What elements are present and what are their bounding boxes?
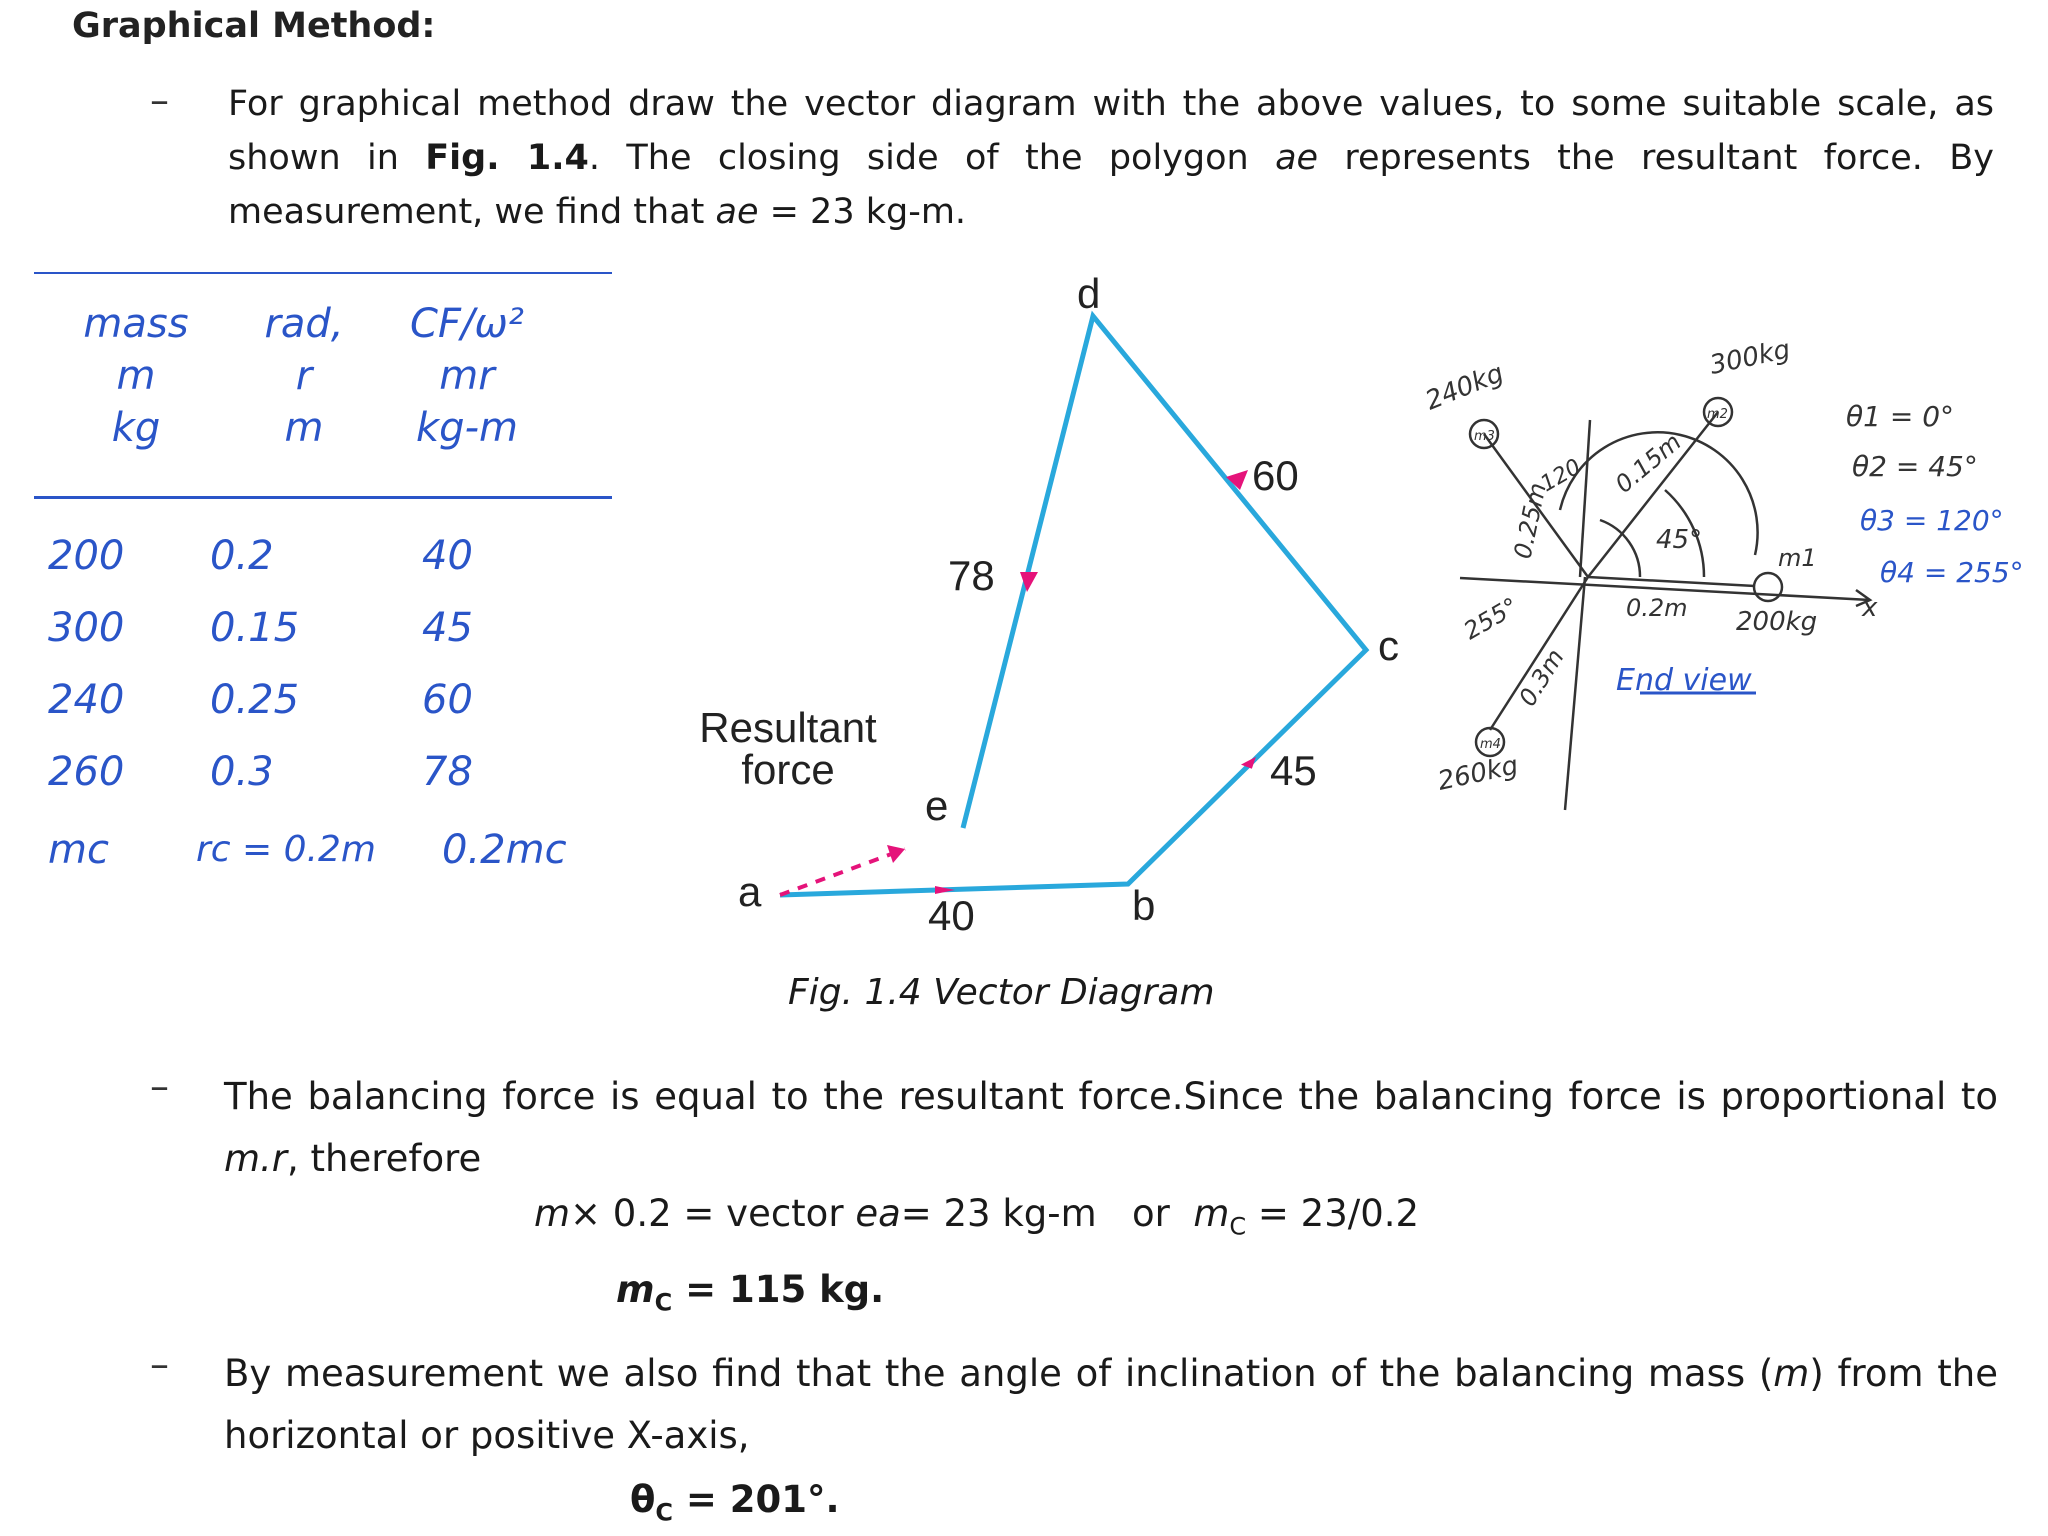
theta-4: θ4 = 255° [1880, 556, 2024, 589]
tag-m3: m3 [1474, 429, 1495, 444]
angle-label-45: 45° [1656, 525, 1703, 555]
magnitude-78: 78 [948, 552, 995, 599]
table-cell: 40 [422, 533, 473, 579]
tag-m1: m1 [1778, 544, 1817, 572]
paragraph-balancing-force: The balancing force is equal to the resultant force.Since the balancing force is proportional to m.r, therefore [224, 1075, 1998, 1180]
radius-label-015: 0.15m [1609, 427, 1687, 499]
bullet-dash: – [150, 1064, 169, 1108]
figure-caption: Fig. 1.4 Vector Diagram [788, 972, 1215, 1013]
paragraph-angle: By measurement we also find that the angle of inclination of the balancing mass (m) from the horizontal or positive X-axis, [224, 1352, 1998, 1457]
point-e-label: e [925, 782, 949, 829]
table-cell: 45 [422, 605, 473, 651]
table-cell: 260 [48, 749, 125, 795]
magnitude-60: 60 [1252, 452, 1299, 499]
table-cell: 0.25 [210, 677, 300, 723]
arrow-cd [1226, 470, 1248, 490]
point-a-label: a [738, 868, 762, 915]
table-header-mr: CF/ω² mr kg-m [410, 301, 524, 451]
resultant-line [780, 849, 905, 895]
table-cell: 0.3 [210, 749, 274, 795]
mass-200kg: 200kg [1736, 607, 1818, 637]
tag-m4: m4 [1480, 737, 1501, 752]
table-cell: 0.2mc [442, 827, 567, 873]
paragraph-graphical-method: For graphical method draw the vector diagram with the above values, to some suitable scale, as shown in Fig. 1.4. The closing side of the polygon ae represents the resultant force. By measurement, we find that ae = 23 kg-m. [228, 84, 1994, 232]
bullet-dash: – [150, 1342, 169, 1386]
table-header-mass: mass m kg [83, 301, 189, 451]
radius-m1 [1588, 577, 1755, 586]
section-heading: Graphical Method: [72, 6, 436, 46]
resultant-label-line1: Resultant [699, 704, 877, 751]
radius-label-03: 0.3m [1513, 644, 1570, 712]
table-cell: 0.2 [210, 533, 274, 579]
table-cell: 200 [48, 533, 125, 579]
resultant-label-line2: force [741, 746, 835, 793]
radius-label-02: 0.2m [1626, 594, 1688, 622]
mass-circle-m1 [1754, 573, 1782, 601]
table-cell: 300 [48, 605, 125, 651]
end-view-title: End view [1616, 663, 1752, 698]
radius-label-025: 0.25m [1508, 480, 1552, 562]
point-d-label: d [1077, 270, 1101, 317]
bullet-dash: – [150, 78, 169, 122]
tag-m2: m2 [1707, 407, 1728, 422]
equation-mass: m× 0.2 = vector ea= 23 kg-m or $m_C = 23/0.2$ [534, 1192, 1420, 1241]
theta-2: θ2 = 45° [1852, 450, 1978, 483]
theta-3: θ3 = 120° [1860, 504, 2004, 537]
mass-240kg: 240kg [1421, 358, 1508, 417]
table-cell: 240 [48, 677, 125, 723]
point-c-label: c [1378, 622, 1399, 669]
table-cell: mc [48, 827, 109, 873]
equation-result-mc: $m_C = 115$ kg. [616, 1268, 885, 1317]
table-cell: 78 [422, 749, 473, 795]
table-header-radius: rad, r m [264, 301, 344, 451]
polygon-sides [780, 316, 1366, 895]
x-axis-label: x [1862, 593, 1878, 623]
mass-260kg: 260kg [1435, 750, 1521, 797]
magnitude-45: 45 [1270, 747, 1317, 794]
table-cell: 60 [422, 677, 473, 723]
magnitude-40: 40 [928, 892, 975, 939]
fig-reference: Fig. 1.4 [425, 138, 589, 178]
angle-label-255: 255° [1459, 592, 1524, 646]
vector-polygon [780, 316, 1366, 895]
table-cell: rc = 0.2m [196, 829, 376, 870]
angle-label-120: 120 [1536, 454, 1586, 498]
table-cell: 0.15 [210, 605, 300, 651]
point-b-label: b [1132, 882, 1156, 929]
vertical-line [1565, 577, 1585, 810]
mass-300kg: 300kg [1707, 334, 1793, 381]
theta-1: θ1 = 0° [1846, 400, 1955, 433]
equation-theta-c: $\theta_C = 201^\circ$. [630, 1478, 840, 1527]
